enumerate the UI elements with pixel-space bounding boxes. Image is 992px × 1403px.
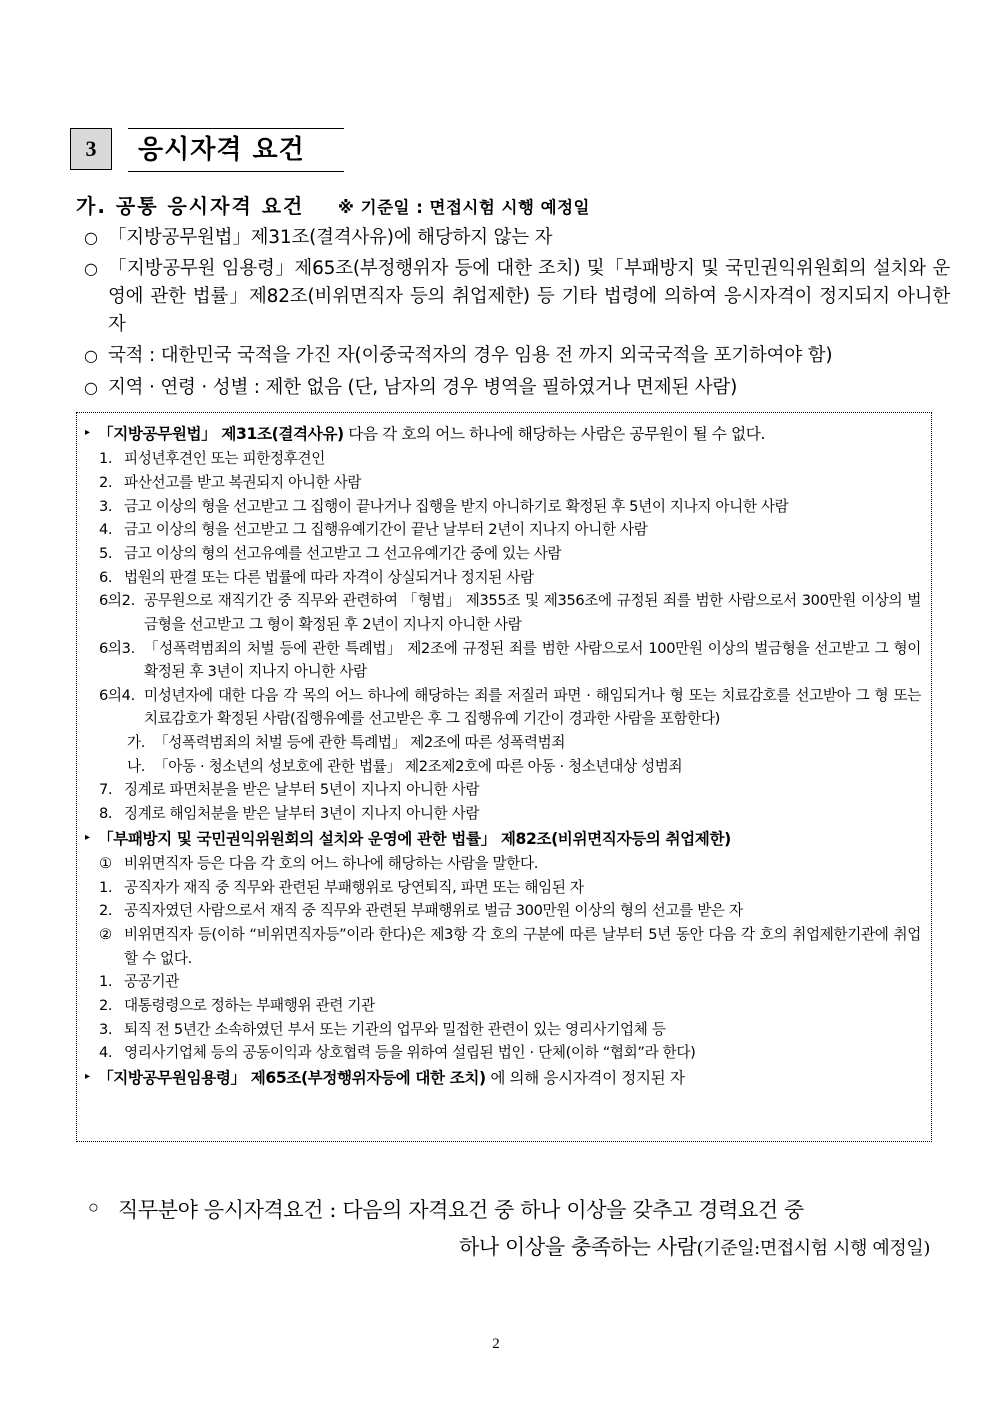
law-clause [85, 495, 921, 519]
law-clause [85, 923, 921, 970]
law-clause [85, 518, 921, 542]
clause-text: 금고 이상의 형을 선고받고 그 집행유예기간이 끝난 날부터 2년이 지나지 아니한 사람 [124, 521, 648, 539]
clause-text: 징계로 파면처분을 받은 날부터 5년이 지나지 아니한 사람 [124, 781, 480, 799]
clause-text: 퇴직 전 5년간 소속하였던 부서 또는 기관의 업무와 밀접한 관련이 있는 영리사기업체 등 [124, 1020, 666, 1038]
clause-number: 2. [99, 996, 113, 1014]
law-clause [85, 994, 921, 1018]
clause-text: 금고 이상의 형을 선고받고 그 집행이 끝나거나 집행을 받지 아니하기로 확정된 후 5년이 지나지 아니한 사람 [124, 497, 789, 515]
requirement-text: 지역 · 연령 · 성별 : 제한 없음 (단, 남자의 경우 병역을 필하였거나 면제된 사람) [108, 376, 738, 398]
clause-number: 6의3. [99, 639, 135, 657]
clause-text: 비위면직자 등(이하 “비위면직자등”이라 한다)은 제3항 각 호의 구분에 따른 날부터 5년 동안 다음 각 호의 취업제한기관에 취업할 수 없다. [124, 925, 921, 967]
subsection-label: 가. 공통 응시자격 요건 [76, 194, 305, 218]
law-clause [85, 778, 921, 802]
bullet-circle-icon: ○ [88, 1197, 99, 1217]
requirement-text: 「지방공무원법」제31조(결격사유)에 해당하지 않는 자 [108, 227, 553, 248]
section-heading [70, 128, 344, 172]
note-line-2 [88, 1229, 938, 1266]
list-item [84, 255, 950, 339]
clause-text: 대통령령으로 정하는 부패행위 관련 기관 [124, 996, 375, 1014]
clause-number: 6의4. [99, 686, 135, 704]
list-item [84, 342, 950, 370]
clause-number: 가. [127, 734, 146, 752]
law-clause [85, 731, 921, 755]
triangle-bullet-icon: ▸ [85, 831, 90, 843]
law-heading-text: 「부패방지 및 국민권익위원회의 설치와 운영에 관한 법률」 제82조(비위면직자등의 취업제한) [98, 829, 731, 848]
law-clause [85, 684, 921, 731]
bullet-circle-icon: ○ [84, 346, 98, 366]
clause-text: 「성폭력범죄의 처벌 등에 관한 특례법」 제2조에 따른 성폭력범죄 [154, 734, 566, 752]
clause-text: 공직자였던 사람으로서 재직 중 직무와 관련된 부패행위로 벌금 300만원 이상의 형의 선고를 받은 자 [124, 902, 743, 920]
clause-number: 1. [99, 450, 113, 468]
law-clause [85, 970, 921, 994]
clause-number: 7. [99, 781, 113, 799]
clause-number: ② [99, 925, 112, 943]
clause-text: 법원의 판결 또는 다른 법률에 따라 자격이 상실되거나 정지된 사람 [124, 568, 534, 586]
clause-number: 2. [99, 902, 113, 920]
clause-number: 1. [99, 878, 113, 896]
clause-text: 공무원으로 재직기간 중 직무와 관련하여 「형법」 제355조 및 제356조에 규정된 죄를 범한 사람으로서 300만원 이상의 벌금형을 선고받고 그 형이 확정된 후 2년이 지나지 아니한 사람 [144, 592, 921, 633]
law-clause [85, 802, 921, 826]
law-clause [85, 876, 921, 900]
clause-text: 비위면직자 등은 다음 각 호의 어느 하나에 해당하는 사람을 말한다. [124, 855, 539, 873]
law-heading-text: 「지방공무원임용령」 제65조(부정행위자등에 대한 조치) 에 의해 응시자격이 정지된 자 [98, 1068, 685, 1087]
triangle-bullet-icon: ▸ [85, 427, 90, 438]
job-field-qualification-note [88, 1192, 938, 1266]
page-title: 응시자격 요건 [138, 135, 305, 165]
law-clause [85, 566, 921, 590]
note-line-1 [88, 1192, 938, 1229]
law-clause [85, 852, 921, 876]
law-heading [85, 1067, 921, 1090]
law-clause [85, 1041, 921, 1065]
common-requirements-list [84, 224, 950, 405]
law-clause [85, 542, 921, 566]
clause-text: 피성년후견인 또는 피한정후견인 [124, 450, 326, 468]
clause-text: 공직자가 재직 중 직무와 관련된 부패행위로 당연퇴직, 파면 또는 해임된 자 [124, 878, 584, 896]
clause-text: 징계로 해임처분을 받은 날부터 3년이 지나지 아니한 사람 [124, 805, 480, 822]
bullet-circle-icon: ○ [84, 259, 98, 279]
clause-number: ① [99, 855, 112, 873]
requirement-text: 「지방공무원 임용령」제65조(부정행위자 등에 대한 조치) 및「부패방지 및 국민권익위원회의 설치와 운영에 관한 법률」제82조(비위면직자 등의 취업제한) 등 기타 법령에 의하여 응시자격이 정지되지 아니한 자 [108, 258, 950, 336]
subsection-note: ※ 기준일 : 면접시험 시행 예정일 [337, 198, 590, 217]
law-clause [85, 447, 921, 471]
legal-reference-box [76, 412, 932, 1142]
clause-number: 나. [127, 757, 146, 775]
clause-number: 3. [99, 1020, 113, 1038]
clause-text: 미성년자에 대한 다음 각 목의 어느 하나에 해당하는 죄를 저질러 파면 · 해임되거나 형 또는 치료감호를 선고받아 그 형 또는 치료감호가 확정된 사람(집행유예를 선고받은 후 그 집행유예 기간이 경과한 사람을 포함한다) [144, 686, 921, 728]
section-title-rule [128, 128, 344, 172]
law-heading-text: 「지방공무원법」 제31조(결격사유) 다음 각 호의 어느 하나에 해당하는 사람은 공무원이 될 수 없다. [98, 425, 766, 443]
law-clause [85, 471, 921, 495]
law-clause [85, 755, 921, 779]
page-number: 2 [492, 1336, 500, 1352]
clause-text: 「아동 · 청소년의 성보호에 관한 법률」 제2조제2호에 따른 아동 · 청소년대상 성범죄 [154, 757, 683, 775]
clause-number: 1. [99, 973, 113, 991]
note-line-1-text: 직무분야 응시자격요건 : 다음의 자격요건 중 하나 이상을 갖추고 경력요건 중 [118, 1198, 804, 1222]
section-number-chip: 3 [70, 128, 112, 170]
law-heading [85, 828, 921, 851]
clause-number: 2. [99, 474, 113, 492]
list-item [84, 374, 950, 402]
law-clause [85, 637, 921, 684]
clause-number: 8. [99, 805, 113, 822]
clause-number: 6의2. [99, 592, 135, 610]
bullet-circle-icon: ○ [84, 228, 98, 247]
clause-number: 6. [99, 568, 113, 586]
note-line-2-text: 하나 이상을 충족하는 사람 [459, 1234, 697, 1259]
clause-text: 공공기관 [124, 973, 179, 991]
subsection-heading [76, 190, 590, 219]
law-clause [85, 899, 921, 923]
triangle-bullet-icon: ▸ [85, 1070, 90, 1082]
requirement-text: 국적 : 대한민국 국적을 가진 자(이중국적자의 경우 임용 전 까지 외국국적을 포기하여야 함) [108, 345, 833, 367]
clause-text: 영리사기업체 등의 공동이익과 상호협력 등을 위하여 설립된 법인 · 단체(이하 “협회”라 한다) [124, 1044, 696, 1062]
list-item [84, 224, 950, 252]
clause-text: 금고 이상의 형의 선고유예를 선고받고 그 선고유예기간 중에 있는 사람 [124, 544, 562, 562]
clause-number: 5. [99, 544, 113, 562]
clause-text: 「성폭력범죄의 처벌 등에 관한 특례법」 제2조에 규정된 죄를 범한 사람으로서 100만원 이상의 벌금형을 선고받고 그 형이 확정된 후 3년이 지나지 아니한 사람 [144, 639, 921, 681]
clause-text: 파산선고를 받고 복권되지 아니한 사람 [124, 474, 362, 492]
bullet-circle-icon: ○ [84, 377, 98, 397]
note-line-2-paren: (기준일:면접시험 시행 예정일) [696, 1237, 930, 1259]
law-heading [85, 423, 921, 446]
law-clause [85, 1018, 921, 1042]
clause-number: 3. [99, 497, 113, 515]
law-clause [85, 589, 921, 636]
clause-number: 4. [99, 1044, 113, 1062]
clause-number: 4. [99, 521, 113, 539]
